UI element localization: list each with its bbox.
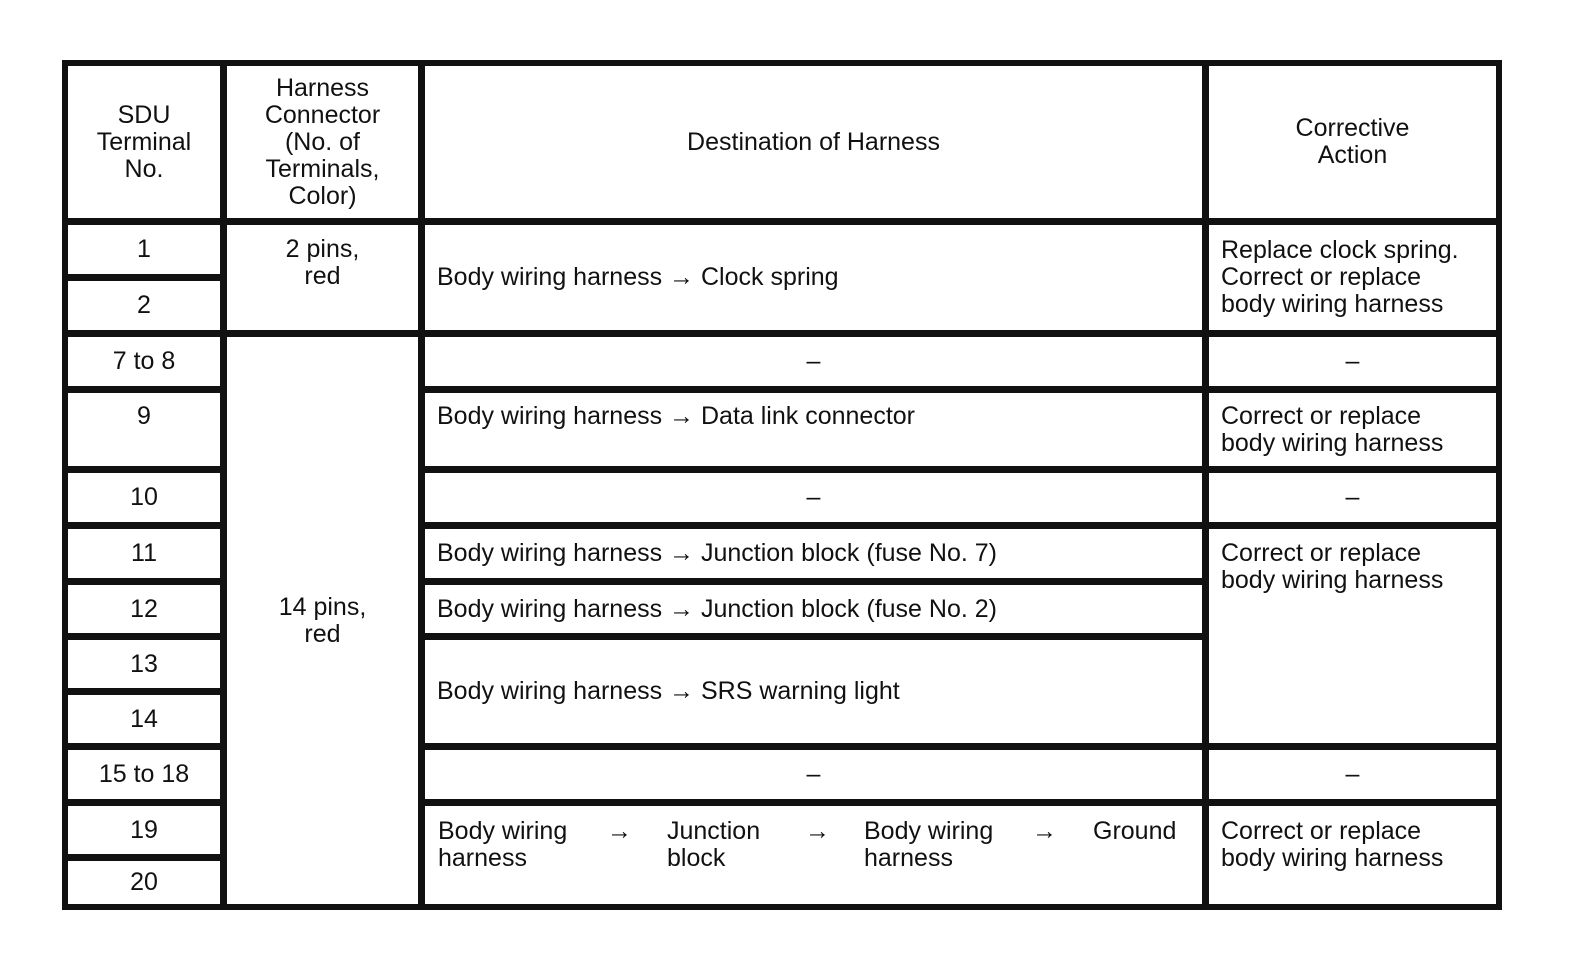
terminal-number: 13 xyxy=(130,649,158,678)
col-divider xyxy=(1202,66,1209,904)
chain-ground: Ground xyxy=(1093,817,1177,845)
terminal-number: 19 xyxy=(130,815,158,844)
destination-fuse-7: Body wiring harness → Junction block (fuse No. 7) xyxy=(437,539,997,567)
action-junction: Correct or replace body wiring harness xyxy=(1221,539,1444,594)
destination-none: – xyxy=(806,483,821,511)
row-divider xyxy=(68,799,220,806)
chain-arrow-icon: → xyxy=(805,817,830,845)
destination-srs-light: Body wiring harness → SRS warning light xyxy=(437,677,900,705)
destination-ground-chain xyxy=(425,818,1202,878)
terminal-number: 10 xyxy=(130,483,158,511)
row-divider xyxy=(425,522,1496,529)
terminal-number: 20 xyxy=(130,868,158,896)
action-none: – xyxy=(1345,760,1360,788)
terminal-number: 2 xyxy=(137,291,151,319)
header-harness-connector: Harness Connector (No. of Terminals, Color) xyxy=(264,73,381,210)
header-destination: Destination of Harness xyxy=(687,127,940,156)
chain-arrow-icon: → xyxy=(1032,817,1057,845)
terminal-number: 12 xyxy=(130,594,158,623)
destination-data-link: Body wiring harness → Data link connector xyxy=(437,402,916,430)
row-divider xyxy=(68,330,1496,337)
row-divider xyxy=(425,743,1496,750)
terminal-number: 15 to 18 xyxy=(98,760,190,788)
connector-14-pins: 14 pins, red xyxy=(278,592,367,648)
destination-none: – xyxy=(806,347,821,375)
row-divider xyxy=(68,466,220,473)
terminal-table xyxy=(62,60,1502,910)
row-divider xyxy=(425,799,1496,806)
row-divider xyxy=(425,578,1202,585)
terminal-number: 1 xyxy=(137,235,151,263)
destination-none: – xyxy=(806,760,821,788)
row-divider xyxy=(425,633,1202,640)
destination-clock-spring: Body wiring harness → Clock spring xyxy=(437,263,839,291)
row-divider xyxy=(425,466,1496,473)
terminal-number: 9 xyxy=(137,402,151,430)
chain-body-wiring-2: Body wiring harness xyxy=(864,817,994,872)
connector-2-pins: 2 pins, red xyxy=(285,235,360,290)
row-divider xyxy=(68,386,220,393)
terminal-number: 14 xyxy=(130,704,158,733)
row-divider xyxy=(68,522,220,529)
terminal-number: 7 to 8 xyxy=(112,347,176,375)
row-divider xyxy=(425,386,1496,393)
col-divider xyxy=(418,66,425,904)
destination-fuse-2: Body wiring harness → Junction block (fuse No. 2) xyxy=(437,594,997,623)
row-divider xyxy=(68,218,1496,225)
chain-junction-block: Junction block xyxy=(667,817,761,872)
chain-arrow-icon: → xyxy=(607,817,632,845)
row-divider xyxy=(68,854,220,861)
action-none: – xyxy=(1345,483,1360,511)
col-divider xyxy=(220,66,227,904)
row-divider xyxy=(68,688,220,695)
header-sdu-terminal: SDU Terminal No. xyxy=(96,100,192,183)
header-corrective-action: Corrective Action xyxy=(1295,114,1410,169)
action-clock-spring: Replace clock spring. Correct or replace body wiring harness xyxy=(1221,236,1459,318)
row-divider xyxy=(68,578,220,585)
action-ground: Correct or replace body wiring harness xyxy=(1221,817,1444,872)
chain-body-wiring-1: Body wiring harness xyxy=(438,817,568,872)
row-divider xyxy=(68,743,220,750)
action-data-link: Correct or replace body wiring harness xyxy=(1221,402,1444,457)
terminal-number: 11 xyxy=(131,539,157,567)
action-none: – xyxy=(1345,347,1360,375)
row-divider xyxy=(68,633,220,640)
row-divider xyxy=(68,274,220,281)
